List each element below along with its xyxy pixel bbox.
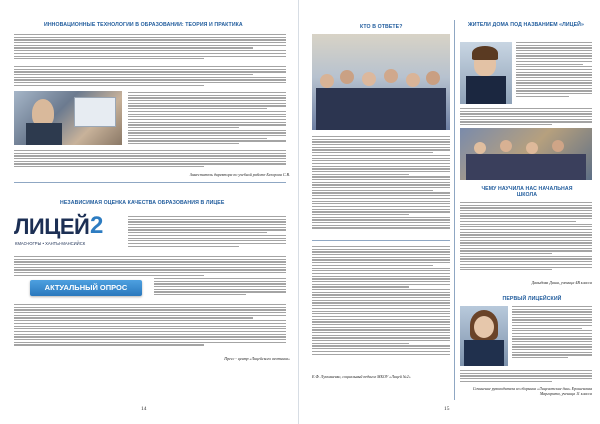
article-title-primary-school: ЧЕМУ НАУЧИЛА НАС НАЧАЛЬНАЯ ШКОЛА	[481, 186, 573, 198]
page-15	[304, 4, 596, 420]
caption-dasha: Давыдова Даша, ученица 4В класса	[531, 280, 592, 285]
article-title-who: КТО В ОТВЕТЕ?	[360, 24, 403, 30]
article-body-1	[14, 34, 286, 61]
page-number-14: 14	[141, 406, 147, 412]
teacher-photo	[14, 91, 122, 145]
article-title-quality: НЕЗАВИСИМАЯ ОЦЕНКА КАЧЕСТВА ОБРАЗОВАНИЯ В ЛИЦЕЕ	[60, 200, 225, 206]
logo-number: 2	[90, 212, 104, 239]
article-title-first-lyceum: ПЕРВЫЙ ЛИЦЕЙСКИЙ	[502, 296, 562, 302]
article-body-7	[154, 278, 286, 297]
article-body-8	[14, 304, 286, 347]
article-body-residents-2	[460, 108, 592, 127]
section-divider-right	[312, 240, 450, 241]
article-title-innovations: ИННОВАЦИОННЫЕ ТЕХНОЛОГИИ В ОБРАЗОВАНИИ: ТЕОРИЯ И ПРАКТИКА	[44, 22, 243, 28]
survey-banner	[30, 280, 142, 296]
class-group-photo	[312, 34, 450, 130]
caption-social-pedagogue: Е.Ф. Лукъяненко, социальный педагог МБОУ «Лицей №2»	[312, 374, 411, 379]
article-body-residents-1	[516, 42, 592, 98]
caption-press-center: Пресс - центр «Лицейского вестника»	[224, 356, 290, 361]
page-number-15: 15	[444, 406, 450, 412]
logo-text: ЛИЦЕЙ	[14, 214, 90, 239]
page-spine	[298, 0, 299, 424]
logo-subtitle: КМАО-ЮГРЫ • ХАНТЫ-МАНСИЙСК	[15, 241, 86, 246]
caption-margarita: Сочинение руководителя из сборника «Лицеистские дни» Ерошевская Маргарита, ученица 11 класса	[472, 386, 592, 396]
school-event-photo	[460, 128, 592, 180]
article-body-first-lyceum-2	[460, 370, 592, 383]
article-body-5	[128, 216, 286, 248]
article-body-first-lyceum-1	[512, 306, 592, 360]
article-body-who-2	[312, 246, 450, 356]
article-body-3	[128, 92, 286, 146]
article-body-2	[14, 66, 286, 88]
page-14	[4, 4, 296, 420]
section-divider	[14, 182, 286, 183]
article-body-6	[14, 256, 286, 278]
column-divider	[454, 20, 455, 400]
article-title-residents: ЖИТЕЛИ ДОМА ПОД НАЗВАНИЕМ «ЛИЦЕЙ»	[467, 22, 584, 28]
article-body-4	[14, 150, 286, 169]
student-portrait-2	[460, 306, 508, 366]
article-body-primary	[460, 202, 592, 272]
survey-banner-text: АКТУАЛЬНЫЙ ОПРОС	[44, 283, 128, 292]
article-body-who-1	[312, 136, 450, 230]
student-portrait-1	[460, 42, 512, 104]
lyceum-logo	[14, 214, 124, 254]
caption-author-1: Заместитель директора по учебной работе Белорова С.В.	[189, 172, 290, 177]
